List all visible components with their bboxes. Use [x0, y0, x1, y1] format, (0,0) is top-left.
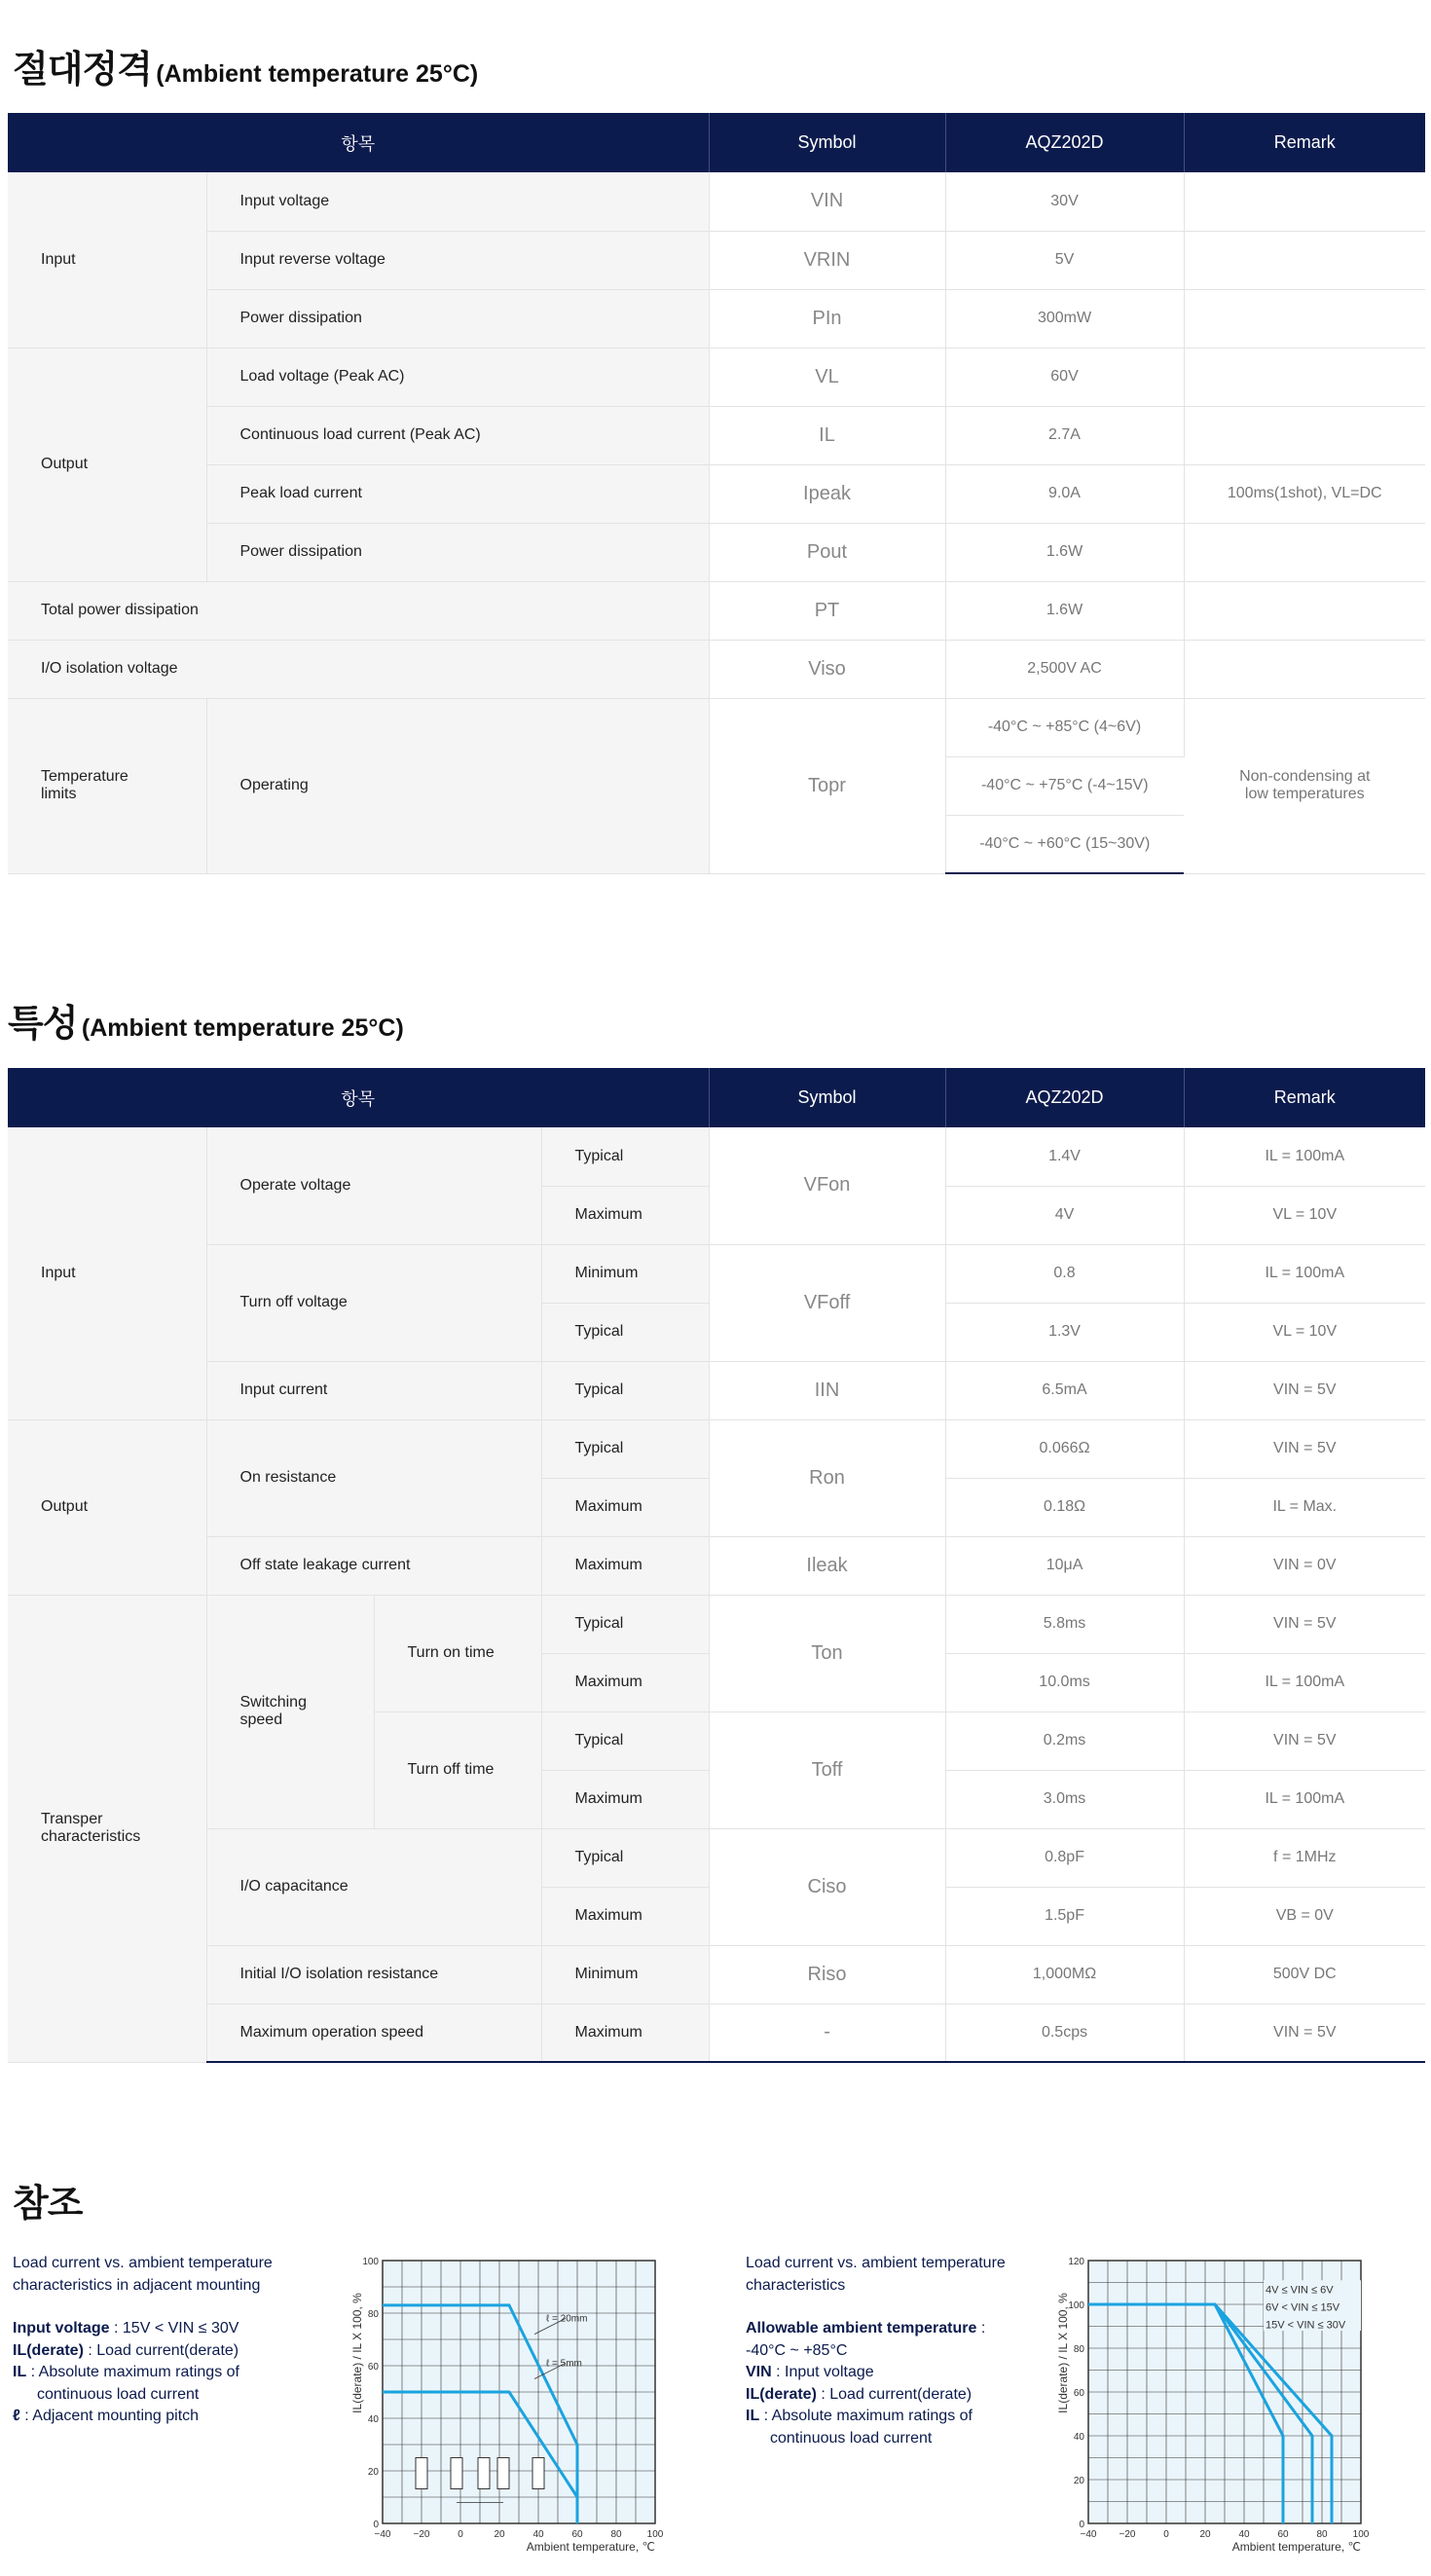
remark-cell — [1184, 406, 1425, 464]
ref-line: IL : Absolute maximum ratings of — [746, 2408, 972, 2424]
value-cell: 6.5mA — [945, 1361, 1184, 1419]
table-row — [8, 1361, 1425, 1419]
symbol-cell: Ciso — [709, 1828, 945, 1945]
legend-label: 6V < VIN ≤ 15V — [1266, 2301, 1340, 2314]
cond-cell: Typical — [541, 1361, 709, 1419]
table-row — [8, 464, 1425, 523]
table-row — [8, 1244, 1425, 1303]
remark-cell — [1184, 289, 1425, 348]
series-label: ℓ = 20mm — [546, 2313, 588, 2325]
ref-line: -40°C ~ +85°C — [746, 2341, 848, 2359]
ref-right-text — [746, 2253, 1038, 2449]
item-label: Operate voltage — [206, 1127, 541, 1244]
y-tick-label: 60 — [1073, 2388, 1084, 2399]
value-cell: 1.6W — [945, 523, 1184, 581]
symbol-cell: Ipeak — [709, 464, 945, 523]
table-row — [8, 1945, 1425, 2004]
ref-line: IL(derate) : Load current(derate) — [13, 2341, 239, 2359]
remark-cell: IL = 100mA — [1184, 1770, 1425, 1828]
table-row — [8, 1419, 1425, 1478]
value-cell: 0.8pF — [945, 1828, 1184, 1887]
ref-line: IL : Absolute maximum ratings of — [13, 2364, 239, 2380]
header-symbol: Symbol — [709, 113, 945, 172]
remark-cell: f = 1MHz — [1184, 1828, 1425, 1887]
item-label: Power dissipation — [206, 289, 709, 348]
header-item: 항목 — [8, 1068, 709, 1127]
remark-cell: IL = 100mA — [1184, 1244, 1425, 1303]
symbol-cell: - — [709, 2004, 945, 2062]
x-tick-label: 60 — [1277, 2529, 1289, 2540]
cond-cell: Typical — [541, 1595, 709, 1653]
item-label: Operating — [206, 698, 709, 873]
item-label: Maximum operation speed — [206, 2004, 541, 2062]
char-title-ko: 특성 — [8, 1004, 78, 1045]
item-label: Input reverse voltage — [206, 231, 709, 289]
cond-cell: Maximum — [541, 1478, 709, 1536]
symbol-cell: Ton — [709, 1595, 945, 1711]
header-model: AQZ202D — [945, 1068, 1184, 1127]
table-row — [8, 523, 1425, 581]
char-title-en: (Ambient temperature 25°C) — [81, 1014, 404, 1042]
ref-line: Allowable ambient temperature : — [746, 2320, 986, 2337]
remark-cell — [1184, 348, 1425, 406]
y-tick-label: 100 — [362, 2257, 379, 2267]
y-tick-label: 80 — [367, 2309, 379, 2320]
derating-chart-adjacent — [326, 2255, 667, 2576]
ref-line: Input voltage : 15V < VIN ≤ 30V — [13, 2320, 239, 2337]
item-label: Continuous load current (Peak AC) — [206, 406, 709, 464]
y-axis-label: IL(derate) / IL X 100, % — [1056, 2293, 1070, 2413]
item-label: Switching speed — [206, 1595, 374, 1828]
header-symbol: Symbol — [709, 1068, 945, 1127]
cond-cell: Typical — [541, 1711, 709, 1770]
item-label: Input current — [206, 1361, 541, 1419]
ref-line: continuous load current — [770, 2429, 933, 2447]
y-tick-label: 0 — [373, 2520, 379, 2530]
remark-cell — [1184, 172, 1425, 231]
value-cell: -40°C ~ +60°C (15~30V) — [945, 815, 1184, 873]
x-tick-label: 100 — [1352, 2529, 1370, 2540]
value-cell: 0.2ms — [945, 1711, 1184, 1770]
table-row — [8, 1595, 1425, 1653]
remark-cell: 500V DC — [1184, 1945, 1425, 2004]
y-tick-label: 0 — [1079, 2520, 1084, 2530]
symbol-cell: VRIN — [709, 231, 945, 289]
remark-cell: VL = 10V — [1184, 1186, 1425, 1244]
remark-cell: Non-condensing at low temperatures — [1184, 698, 1425, 873]
relay-block — [416, 2458, 427, 2489]
item-label: Load voltage (Peak AC) — [206, 348, 709, 406]
value-cell: -40°C ~ +85°C (4~6V) — [945, 698, 1184, 756]
value-cell: 9.0A — [945, 464, 1184, 523]
table-row — [8, 289, 1425, 348]
item-label: Off state leakage current — [206, 1536, 541, 1595]
ref-title: 참조 — [13, 2184, 83, 2225]
x-tick-label: 40 — [1238, 2529, 1250, 2540]
value-cell: 10μA — [945, 1536, 1184, 1595]
remark-cell: VB = 0V — [1184, 1887, 1425, 1945]
cond-cell: Typical — [541, 1303, 709, 1361]
cond-cell: Typical — [541, 1419, 709, 1478]
abs-title-ko: 절대정격 — [13, 50, 152, 91]
group-input: Input — [8, 1127, 206, 1419]
table-row — [8, 1536, 1425, 1595]
table-row — [8, 348, 1425, 406]
table-row — [8, 172, 1425, 231]
x-tick-label: 80 — [610, 2529, 622, 2540]
cond-cell: Typical — [541, 1828, 709, 1887]
table-row — [8, 698, 1425, 756]
ref-line: continuous load current — [37, 2385, 200, 2403]
value-cell: 1.4V — [945, 1127, 1184, 1186]
cond-cell: Maximum — [541, 1653, 709, 1711]
remark-cell: IL = 100mA — [1184, 1653, 1425, 1711]
cond-cell: Maximum — [541, 1887, 709, 1945]
item-label: Input voltage — [206, 172, 709, 231]
group-output: Output — [8, 348, 206, 581]
value-cell: 60V — [945, 348, 1184, 406]
x-tick-label: 80 — [1316, 2529, 1328, 2540]
value-cell: 2,500V AC — [945, 640, 1184, 698]
legend-label: 15V < VIN ≤ 30V — [1266, 2319, 1346, 2332]
y-tick-label: 20 — [367, 2467, 379, 2478]
symbol-cell: PIn — [709, 289, 945, 348]
remark-cell: VIN = 5V — [1184, 1419, 1425, 1478]
remark-cell — [1184, 523, 1425, 581]
ref-left-desc: Load current vs. ambient temperature characteristics in adjacent mounting — [13, 2255, 273, 2294]
char-header-row — [8, 1068, 1425, 1127]
value-cell: 1.6W — [945, 581, 1184, 640]
table-row — [8, 406, 1425, 464]
remark-cell: VIN = 0V — [1184, 1536, 1425, 1595]
table-row — [8, 1127, 1425, 1186]
item-label: Power dissipation — [206, 523, 709, 581]
group-transfer: Transper characteristics — [8, 1595, 206, 2062]
group-output: Output — [8, 1419, 206, 1595]
remark-cell: VIN = 5V — [1184, 2004, 1425, 2062]
item-label: I/O capacitance — [206, 1828, 541, 1945]
sub-item-label: Turn off time — [374, 1711, 541, 1828]
value-cell: 0.8 — [945, 1244, 1184, 1303]
table-row — [8, 640, 1425, 698]
relay-block — [532, 2458, 544, 2489]
remark-cell — [1184, 640, 1425, 698]
header-remark: Remark — [1184, 113, 1425, 172]
x-tick-label: 0 — [458, 2529, 463, 2540]
symbol-cell: IL — [709, 406, 945, 464]
value-cell: -40°C ~ +75°C (-4~15V) — [945, 756, 1184, 815]
value-cell: 4V — [945, 1186, 1184, 1244]
relay-block — [497, 2458, 509, 2489]
abs-title-en: (Ambient temperature 25°C) — [156, 60, 479, 88]
x-tick-label: −40 — [1080, 2529, 1097, 2540]
group-input: Input — [8, 172, 206, 348]
value-cell: 1.5pF — [945, 1887, 1184, 1945]
remark-cell: 100ms(1shot), VL=DC — [1184, 464, 1425, 523]
value-cell: 30V — [945, 172, 1184, 231]
ref-line: ℓ : Adjacent mounting pitch — [13, 2408, 200, 2424]
remark-cell: VIN = 5V — [1184, 1711, 1425, 1770]
series-label: ℓ = 5mm — [546, 2358, 582, 2370]
table-row — [8, 2004, 1425, 2062]
abs-header-row — [8, 113, 1425, 172]
x-tick-label: 20 — [1199, 2529, 1211, 2540]
x-tick-label: 100 — [646, 2529, 664, 2540]
ref-right-desc: Load current vs. ambient temperature characteristics — [746, 2255, 1006, 2294]
item-label: Total power dissipation — [8, 581, 709, 640]
symbol-cell: VFon — [709, 1127, 945, 1244]
x-tick-label: 60 — [571, 2529, 583, 2540]
symbol-cell: Toff — [709, 1711, 945, 1828]
x-tick-label: 0 — [1163, 2529, 1169, 2540]
y-tick-label: 80 — [1073, 2344, 1084, 2355]
symbol-cell: Ileak — [709, 1536, 945, 1595]
symbol-cell: PT — [709, 581, 945, 640]
ref-line: IL(derate) : Load current(derate) — [746, 2385, 972, 2403]
relay-block — [451, 2458, 462, 2489]
item-label: Initial I/O isolation resistance — [206, 1945, 541, 2004]
value-cell: 2.7A — [945, 406, 1184, 464]
cond-cell: Typical — [541, 1127, 709, 1186]
relay-block — [478, 2458, 490, 2489]
legend-label: 4V ≤ VIN ≤ 6V — [1266, 2284, 1334, 2297]
remark-cell — [1184, 581, 1425, 640]
symbol-cell: Topr — [709, 698, 945, 873]
value-cell: 0.18Ω — [945, 1478, 1184, 1536]
header-item: 항목 — [8, 113, 709, 172]
ref-line: VIN : Input voltage — [746, 2364, 874, 2380]
x-tick-label: −40 — [374, 2529, 391, 2540]
abs-heading — [13, 39, 478, 92]
table-row — [8, 231, 1425, 289]
symbol-cell: Ron — [709, 1419, 945, 1536]
group-temperature: Temperature limits — [8, 698, 206, 873]
y-tick-label: 20 — [1073, 2476, 1084, 2486]
value-cell: 300mW — [945, 289, 1184, 348]
symbol-cell: VFoff — [709, 1244, 945, 1361]
header-remark: Remark — [1184, 1068, 1425, 1127]
value-cell: 0.5cps — [945, 2004, 1184, 2062]
x-tick-label: −20 — [413, 2529, 430, 2540]
y-tick-label: 100 — [1068, 2300, 1084, 2311]
ref-heading — [13, 2173, 82, 2226]
symbol-cell: Viso — [709, 640, 945, 698]
cond-cell: Maximum — [541, 2004, 709, 2062]
symbol-cell: Riso — [709, 1945, 945, 2004]
value-cell: 3.0ms — [945, 1770, 1184, 1828]
derating-chart-voltage — [1037, 2255, 1377, 2576]
remark-cell: IL = 100mA — [1184, 1127, 1425, 1186]
symbol-cell: VL — [709, 348, 945, 406]
y-tick-label: 120 — [1068, 2257, 1084, 2267]
remark-cell: VL = 10V — [1184, 1303, 1425, 1361]
ref-left-text — [13, 2253, 305, 2428]
symbol-cell: VIN — [709, 172, 945, 231]
y-tick-label: 40 — [367, 2414, 379, 2425]
x-tick-label: −20 — [1119, 2529, 1136, 2540]
char-table — [8, 1068, 1425, 2063]
symbol-cell: Pout — [709, 523, 945, 581]
value-cell: 0.066Ω — [945, 1419, 1184, 1478]
cond-cell: Maximum — [541, 1186, 709, 1244]
cond-cell: Minimum — [541, 1945, 709, 2004]
cond-cell: Maximum — [541, 1770, 709, 1828]
table-row — [8, 581, 1425, 640]
cond-cell: Minimum — [541, 1244, 709, 1303]
y-tick-label: 60 — [367, 2362, 379, 2373]
item-label: I/O isolation voltage — [8, 640, 709, 698]
x-axis-label: Ambient temperature, ℃ — [1231, 2540, 1361, 2554]
x-axis-label: Ambient temperature, ℃ — [526, 2540, 655, 2554]
y-axis-label: IL(derate) / IL X 100, % — [350, 2293, 364, 2413]
x-tick-label: 20 — [494, 2529, 505, 2540]
value-cell: 5.8ms — [945, 1595, 1184, 1653]
item-label: Peak load current — [206, 464, 709, 523]
item-label: On resistance — [206, 1419, 541, 1536]
value-cell: 5V — [945, 231, 1184, 289]
symbol-cell: IIN — [709, 1361, 945, 1419]
header-model: AQZ202D — [945, 113, 1184, 172]
char-heading — [8, 993, 404, 1047]
item-label: Turn off voltage — [206, 1244, 541, 1361]
value-cell: 1,000MΩ — [945, 1945, 1184, 2004]
value-cell: 1.3V — [945, 1303, 1184, 1361]
value-cell: 10.0ms — [945, 1653, 1184, 1711]
cond-cell: Maximum — [541, 1536, 709, 1595]
remark-cell: VIN = 5V — [1184, 1595, 1425, 1653]
remark-cell: VIN = 5V — [1184, 1361, 1425, 1419]
y-tick-label: 40 — [1073, 2432, 1084, 2443]
abs-table — [8, 113, 1425, 874]
sub-item-label: Turn on time — [374, 1595, 541, 1711]
table-row — [8, 1828, 1425, 1887]
x-tick-label: 40 — [532, 2529, 544, 2540]
remark-cell: IL = Max. — [1184, 1478, 1425, 1536]
remark-cell — [1184, 231, 1425, 289]
